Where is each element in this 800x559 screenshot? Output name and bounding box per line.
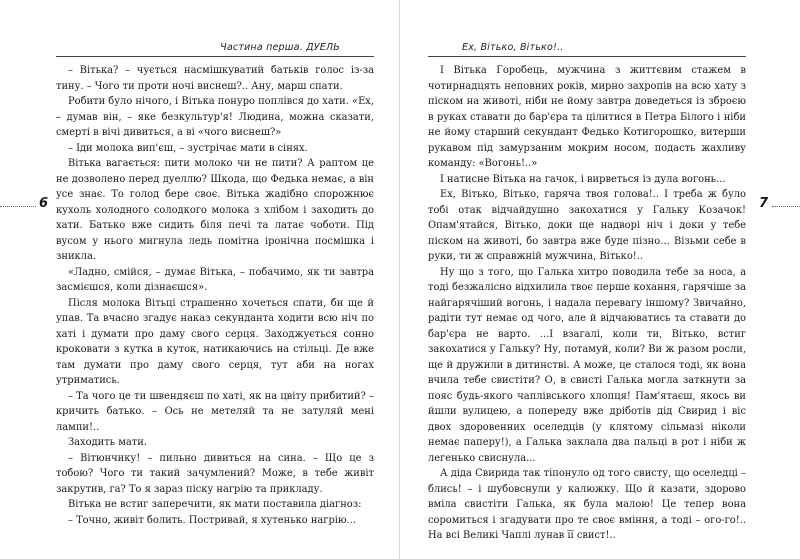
paragraph: А діда Свирида так тіпонуло од того свисту, що оселедці – блись! – і шубовснули у калюжку. Що й казати, здорово вміла свистіти Галька, як була малою! Це тепер вона соромиться і згадувати про те своє вміння, а тоді – ого-го!.. На всі Великі Чаплі лунав її свист!.. (428, 468, 746, 541)
right-page (400, 0, 800, 559)
right-body-text (428, 63, 746, 544)
left-body-text (56, 63, 374, 528)
paragraph: Ех, Вітько, Вітько, гаряча твоя голова!.. І треба ж було тобі отак відчайдушно закохатися у Гальку Козачок! Опам'ятайся, Вітько, доки ще надворі ніч і доки у тебе піском на животі, бо завтра вже буде пізно… Візьми себе в руки, ти ж справжній мужчина, Вітько!.. (428, 189, 746, 262)
paragraph: Робити було нічого, і Вітька понуро поплівся до хати. «Ех, – думав він, – яке безкультур'я! Людина, можна сказати, смерті в вічі дивиться, а ві «чого виснеш?» (56, 96, 374, 138)
paragraph: І натисне Вітька на гачок, і вирветься із дула вогонь... (440, 173, 726, 185)
paragraph: Вітька не встиг заперечити, як мати поставила діагноз: (68, 499, 362, 510)
right-running-head: Ех, Вітько, Вітько!.. (462, 42, 564, 53)
left-page-number-leader (0, 206, 36, 207)
paragraph: – Вітюнчику! – пильно дивиться на сина. – Що це з тобою? Чого ти такий зачумлений? Може, в тебе живіт закрутив, га? То я зараз піску нагрію та прикладу. (56, 452, 374, 495)
paragraph: «Ладно, смійся, – думає Вітька, – побачимо, як ти завтра засмієшся, коли дізнаєшся». (56, 266, 374, 293)
paragraph: І Вітька Горобець, мужчина з життєвим стажем в чотирнадцять неповних років, мирно захропів на всю хату з піском на животі, ніби не йому завтра доведеться із зброєю в руках ставати до бар'єра та цілитися в Петра Білого і ніби не йому старший секундант Федько Котигорошко, витерши рукавом під замурзаним мокрим носом, подасть жахливу команду: «Вогонь!..» (428, 65, 746, 169)
left-running-head: Частина перша. ДУЕЛЬ (220, 42, 340, 53)
paragraph: Вітька вагається: пити молоко чи не пити? А раптом це не дозволено перед дуеллю? Шкода, що Федька немає, а він усе знає. То голод бере своє. Вітька жадібно спорожнює кухоль холодного солодкого молока з хлібом і заходить до хати. Батько вже сидить біля печі та латає чоботи. Під вусом у нього мигнула ледь помітна іронічна посмішка і зникла. (56, 158, 374, 262)
left-page-number: 6 (36, 196, 51, 211)
right-page-number: 7 (756, 196, 771, 211)
right-page-number-leader (772, 206, 800, 207)
paragraph: Заходить мати. (68, 437, 147, 448)
paragraph: – Іди молока вип'єш, – зустрічає мати в сінях. (68, 142, 308, 154)
paragraph: Після молока Вітьці страшенно хочеться спати, би ще й упав. Та вчасно згадує наказ секунданта ходити всю ніч по хаті і думати про даму свого серця. Заходжується сонно кроковати з кутка в куток, натикаючись на стільці. Де вже там думати про даму свого серця, тут аби на ногах утриматись. (56, 297, 374, 386)
paragraph: Ну що з того, що Галька хитро поводила тебе за носа, а тоді безжалісно відхилила твоє перше кохання, гарячіше за найгарячіший вогонь, і надала перевагу іншому? Звичайно, радіти тут немає од чого, але й відчаюватись та ставати до бар'єра не варто. ...І взагалі, коли ти, Вітько, встиг закохатися у Гальку? Ну, потамуй, коли? Ви ж разом росли, ще й дружили в дитинстві. А може, це сталося тоді, як вона вчила тебе свистіти? О, в свисті Галька могла заткнути за пояс будь-якого чаплівського хлопця! Пам'ятаєш, якось ви йшли вулицею, а попереду вже дріботів дід Свирид і віс двох здоровенних оселедців (у клятому сільмазі ніколи немає паперу!), а Галька заклала два пальці в рот і ніби ж легенько свиснула... (428, 266, 746, 464)
paragraph: – Точно, живіт болить. Постривай, я хутенько нагрію... (68, 514, 356, 526)
paragraph: – Та чого це ти швендяєш по хаті, як на цвіту прибитий? – кричить батько. – Ось не метеляй та не затуляй мені лампи!.. (56, 390, 374, 433)
left-header-rule (56, 56, 374, 57)
right-header-rule (428, 56, 746, 57)
paragraph: – Вітька? – чується насмішкуватий батьків голос із-за тину. – Чого ти проти ночі виснеш?.. Ану, марш спати. (56, 65, 374, 92)
